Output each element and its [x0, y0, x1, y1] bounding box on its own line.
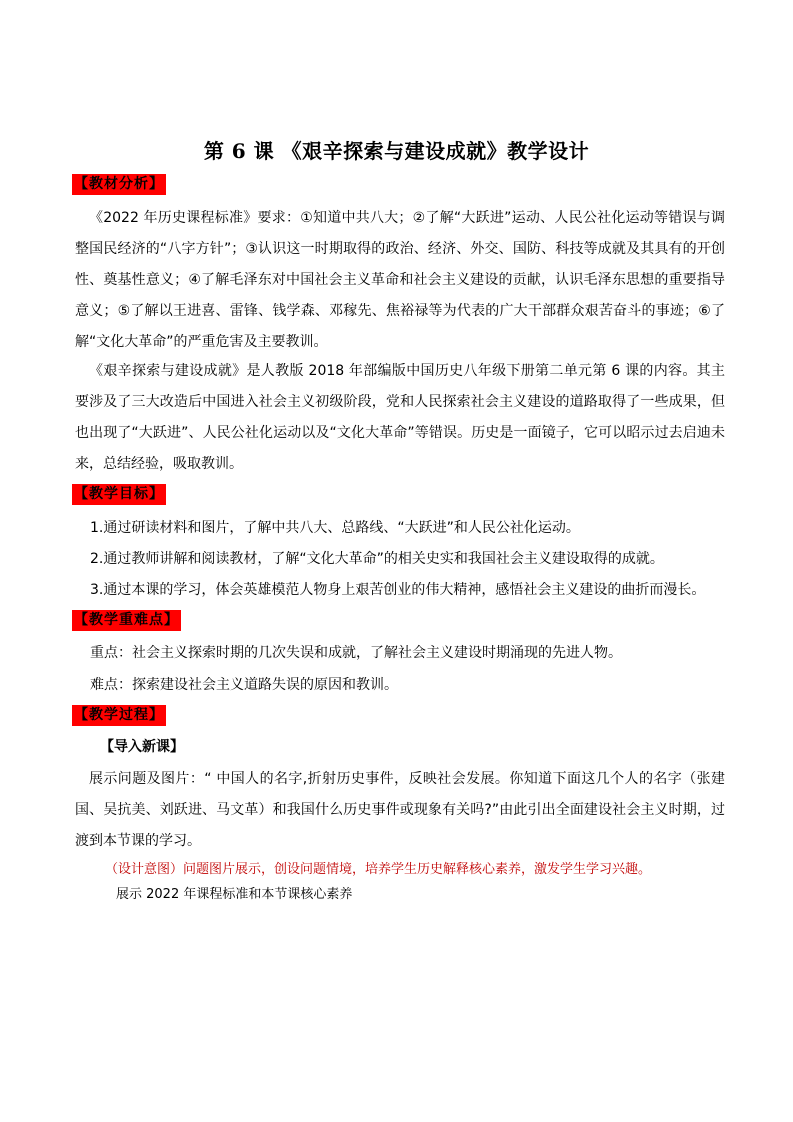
difficult-point: 难点：探索建设社会主义道路失误的原因和教训。	[90, 677, 398, 693]
analysis-paragraph-2: 《艰辛探索与建设成就》是人教版 2018 年部编版中国历史八年级下册第二单元第 6 课的内容。其主要涉及了三大改造后中国进入社会主义初级阶段，党和人民探索社会主义建设的道路取得了一些成果，但也出现了“大跃进”、人民公社化运动以及“文化大革命”等错误。历史是一面镜子，它可以昭示过去启迪未来，总结经验，吸取教训。	[75, 363, 725, 472]
intro-paragraph: 展示问题及图片：“ 中国人的名字,折射历史事件，反映社会发展。你知道下面这几个人的名字（张建国、吴抗美、刘跃进、马文革）和我国什么历史事件或现象有关吗?”由此引出全面建设社会主义时期，过渡到本节课的学习。	[75, 771, 725, 849]
section-tag-analysis: 【教材分析】	[72, 174, 166, 195]
goal-item-1: 1.通过研读材料和图片，了解中共八大、总路线、“大跃进”和人民公社化运动。	[90, 520, 580, 536]
intro-heading: 【导入新课】	[100, 739, 184, 755]
show-standards-line: 展示 2022 年课程标准和本节课核心素养	[116, 887, 353, 902]
page-title: 第 6 课 《艰辛探索与建设成就》教学设计	[203, 139, 590, 163]
design-intent-note: （设计意图）问题图片展示，创设问题情境，培养学生历史解释核心素养，激发学生学习兴趣。	[105, 862, 652, 877]
goal-item-3: 3.通过本课的学习，体会英雄模范人物身上艰苦创业的伟大精神，感悟社会主义建设的曲折而漫长。	[90, 582, 706, 598]
goal-item-2: 2.通过教师讲解和阅读教材，了解“文化大革命”的相关史实和我国社会主义建设取得的成就。	[90, 551, 664, 567]
section-tag-goals: 【教学目标】	[72, 484, 166, 505]
key-point: 重点：社会主义探索时期的几次失误和成就，了解社会主义建设时期涌现的先进人物。	[90, 645, 622, 661]
analysis-paragraph-1: 《2022 年历史课程标准》要求：①知道中共八大；②了解“大跃进”运动、人民公社化运动等错误与调整国民经济的“八字方针”；③认识这一时期取得的政治、经济、外交、国防、科技等成就及其具有的开创性、奠基性意义；④了解毛泽东对中国社会主义革命和社会主义建设的贡献，认识毛泽东思想的重要指导意义；⑤了解以王进喜、雷锋、钱学森、邓稼先、焦裕禄等为代表的广大干部群众艰苦奋斗的事迹；⑥了解“文化大革命”的严重危害及主要教训。	[75, 210, 725, 350]
section-tag-process: 【教学过程】	[72, 705, 166, 726]
section-tag-key-points: 【教学重难点】	[72, 610, 181, 631]
